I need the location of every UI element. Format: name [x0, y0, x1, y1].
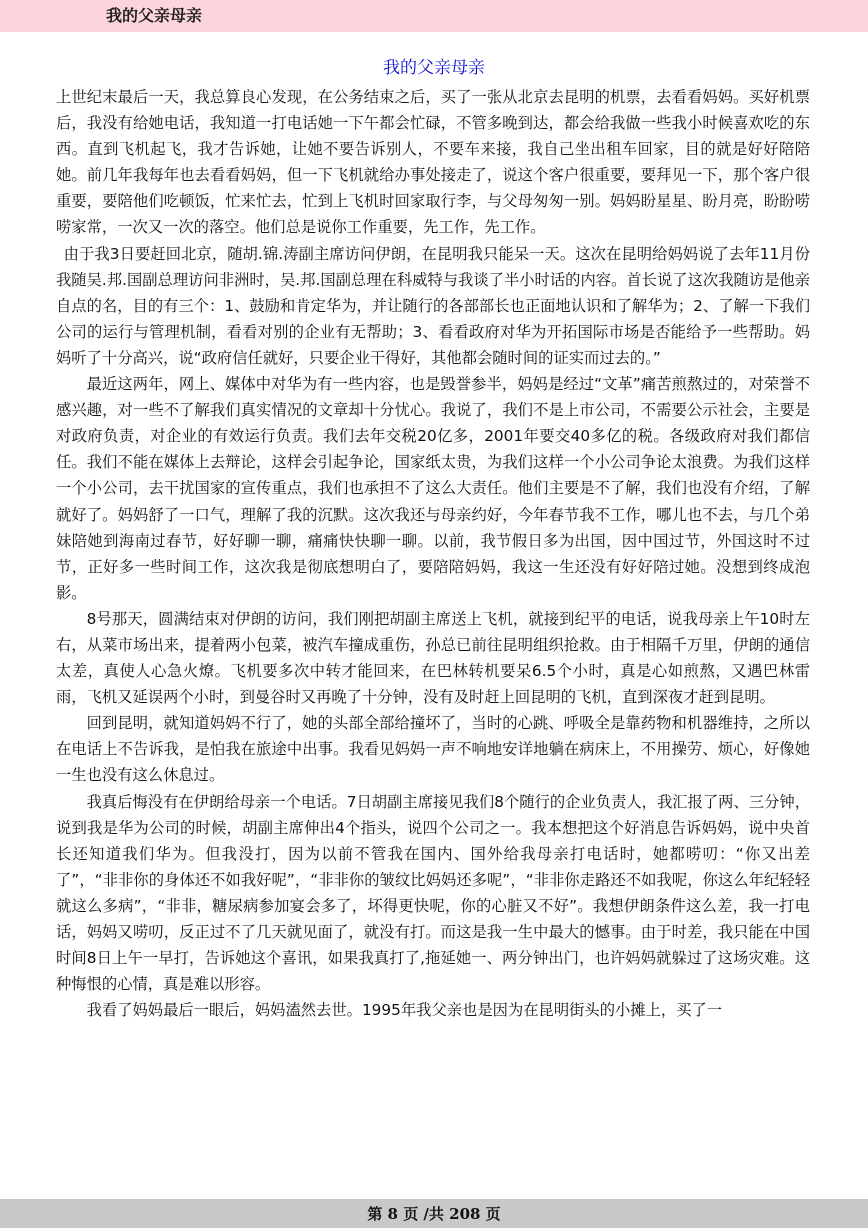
paragraph-3: 最近这两年，网上、媒体中对华为有一些内容，也是毁誉参半，妈妈是经过“文革”痛苦煎熬过的，对荣誉不感兴趣，对一些不了解我们真实情况的文章却十分忧心。我说了，我们不是上市公司，不需要公示社会，主要是对政府负责，对企业的有效运行负责。我们去年交税20亿多，2001年要交40多亿的税。各级政府对我们都信任。我们不能在媒体上去辩论，这样会引起争论，国家纸太贵，为我们这样一个小公司争论太浪费。为我们这样一个小公司，去干扰国家的宣传重点，我们也承担不了这么大责任。他们主要是不了解，我们也没有介绍，了解就好了。妈妈舒了一口气，理解了我的沉默。这次我还与母亲约好，今年春节我不工作，哪儿也不去，与几个弟妹陪她到海南过春节，好好聊一聊，痛痛快快聊一聊。以前，我节假日多为出国，因中国过节，外国这时不过节，正好多一些时间工作，这次我是彻底想明白了，要陪陪妈妈，我这一生还没有好好陪过她。没想到终成泡影。 [56, 375, 810, 602]
paragraph-6: 我真后悔没有在伊朗给母亲一个电话。7日胡副主席接见我们8个随行的企业负责人，我汇报了两、三分钟，说到我是华为公司的时候，胡副主席伸出4个指头，说四个公司之一。我本想把这个好消息告诉妈妈，说中央首长还知道我们华为。但我没打，因为以前不管我在国内、国外给我母亲打电话时，她都唠叨：“你又出差了”，“非非你的身体还不如我好呢”，“非非你的皱纹比妈妈还多呢”，“非非你走路还不如我呢，你这么年纪轻轻就这么多病”，“非非，糖尿病参加宴会多了，坏得更快呢，你的心脏又不好”。我想伊朗条件这么差，我一打电话，妈妈又唠叨，反正过不了几天就见面了，就没有打。而这是我一生中最大的憾事。由于时差，我只能在中国时间8日上午一早打，告诉她这个喜讯，如果我真打了,拖延她一、两分钟出门，也许妈妈就躲过了这场灾难。这种悔恨的心情，真是难以形容。 [56, 792, 810, 994]
header-title: 我的父亲母亲 [106, 6, 203, 25]
document-body [56, 84, 810, 1023]
paragraph-5: 回到昆明，就知道妈妈不行了，她的头部全部给撞坏了，当时的心跳、呼吸全是靠药物和机器维持，之所以在电话上不告诉我，是怕我在旅途中出事。我看见妈妈一声不响地安详地躺在病床上，不用操劳、烦心，好像她一生也没有这么休息过。 [56, 714, 810, 785]
paragraph-1: 上世纪末最后一天，我总算良心发现，在公务结束之后，买了一张从北京去昆明的机票，去看看妈妈。买好机票后，我没有给她电话，我知道一打电话她一下午都会忙碌，不管多晚到达，都会给我做一些我小时候喜欢吃的东西。直到飞机起飞，我才告诉她，让她不要告诉别人，不要车来接，我自己坐出租车回家，目的就是好好陪陪她。前几年我每年也去看看妈妈，但一下飞机就给办事处接走了，说这个客户很重要，要拜见一下，那个客户很重要，要陪他们吃顿饭，忙来忙去，忙到上飞机时回家取行李，与父母匆匆一别。妈妈盼星星、盼月亮，盼盼唠唠家常，一次又一次的落空。他们总是说你工作重要，先工作，先工作。 [56, 88, 810, 237]
paragraph-2: 由于我3日要赶回北京，随胡.锦.涛副主席访问伊朗，在昆明我只能呆一天。这次在昆明给妈妈说了去年11月份我随吴.邦.国副总理访问非洲时，吴.邦.国副总理在科威特与我谈了半小时话的内容。首长说了这次我随访是他亲自点的名，目的有三个：1、鼓励和肯定华为，并让随行的各部部长也正面地认识和了解华为；2、了解一下我们公司的运行与管理机制，看看对别的企业有无帮助；3、看看政府对华为开拓国际市场是否能给予一些帮助。妈妈听了十分高兴，说“政府信任就好，只要企业干得好，其他都会随时间的证实而过去的。” [56, 244, 810, 367]
paragraph-4: 8号那天，圆满结束对伊朗的访问，我们刚把胡副主席送上飞机，就接到纪平的电话，说我母亲上午10时左右，从菜市场出来，提着两小包菜，被汽车撞成重伤，孙总已前往昆明组织抢救。由于相隔千万里，伊朗的通信太差，真使人心急火燎。飞机要多次中转才能回来，在巴林转机要呆6.5个小时，真是心如煎熬，又遇巴林雷雨，飞机又延误两个小时，到曼谷时又再晚了十分钟，没有及时赶上回昆明的飞机，直到深夜才赶到昆明。 [56, 609, 810, 707]
document-title: 我的父亲母亲 [383, 58, 485, 78]
page-header [0, 0, 868, 32]
paragraph-7: 我看了妈妈最后一眼后，妈妈溘然去世。1995年我父亲也是因为在昆明街头的小摊上，买了一 [86, 1001, 723, 1020]
page-number: 第 8 页 /共 208 页 [367, 1205, 501, 1223]
